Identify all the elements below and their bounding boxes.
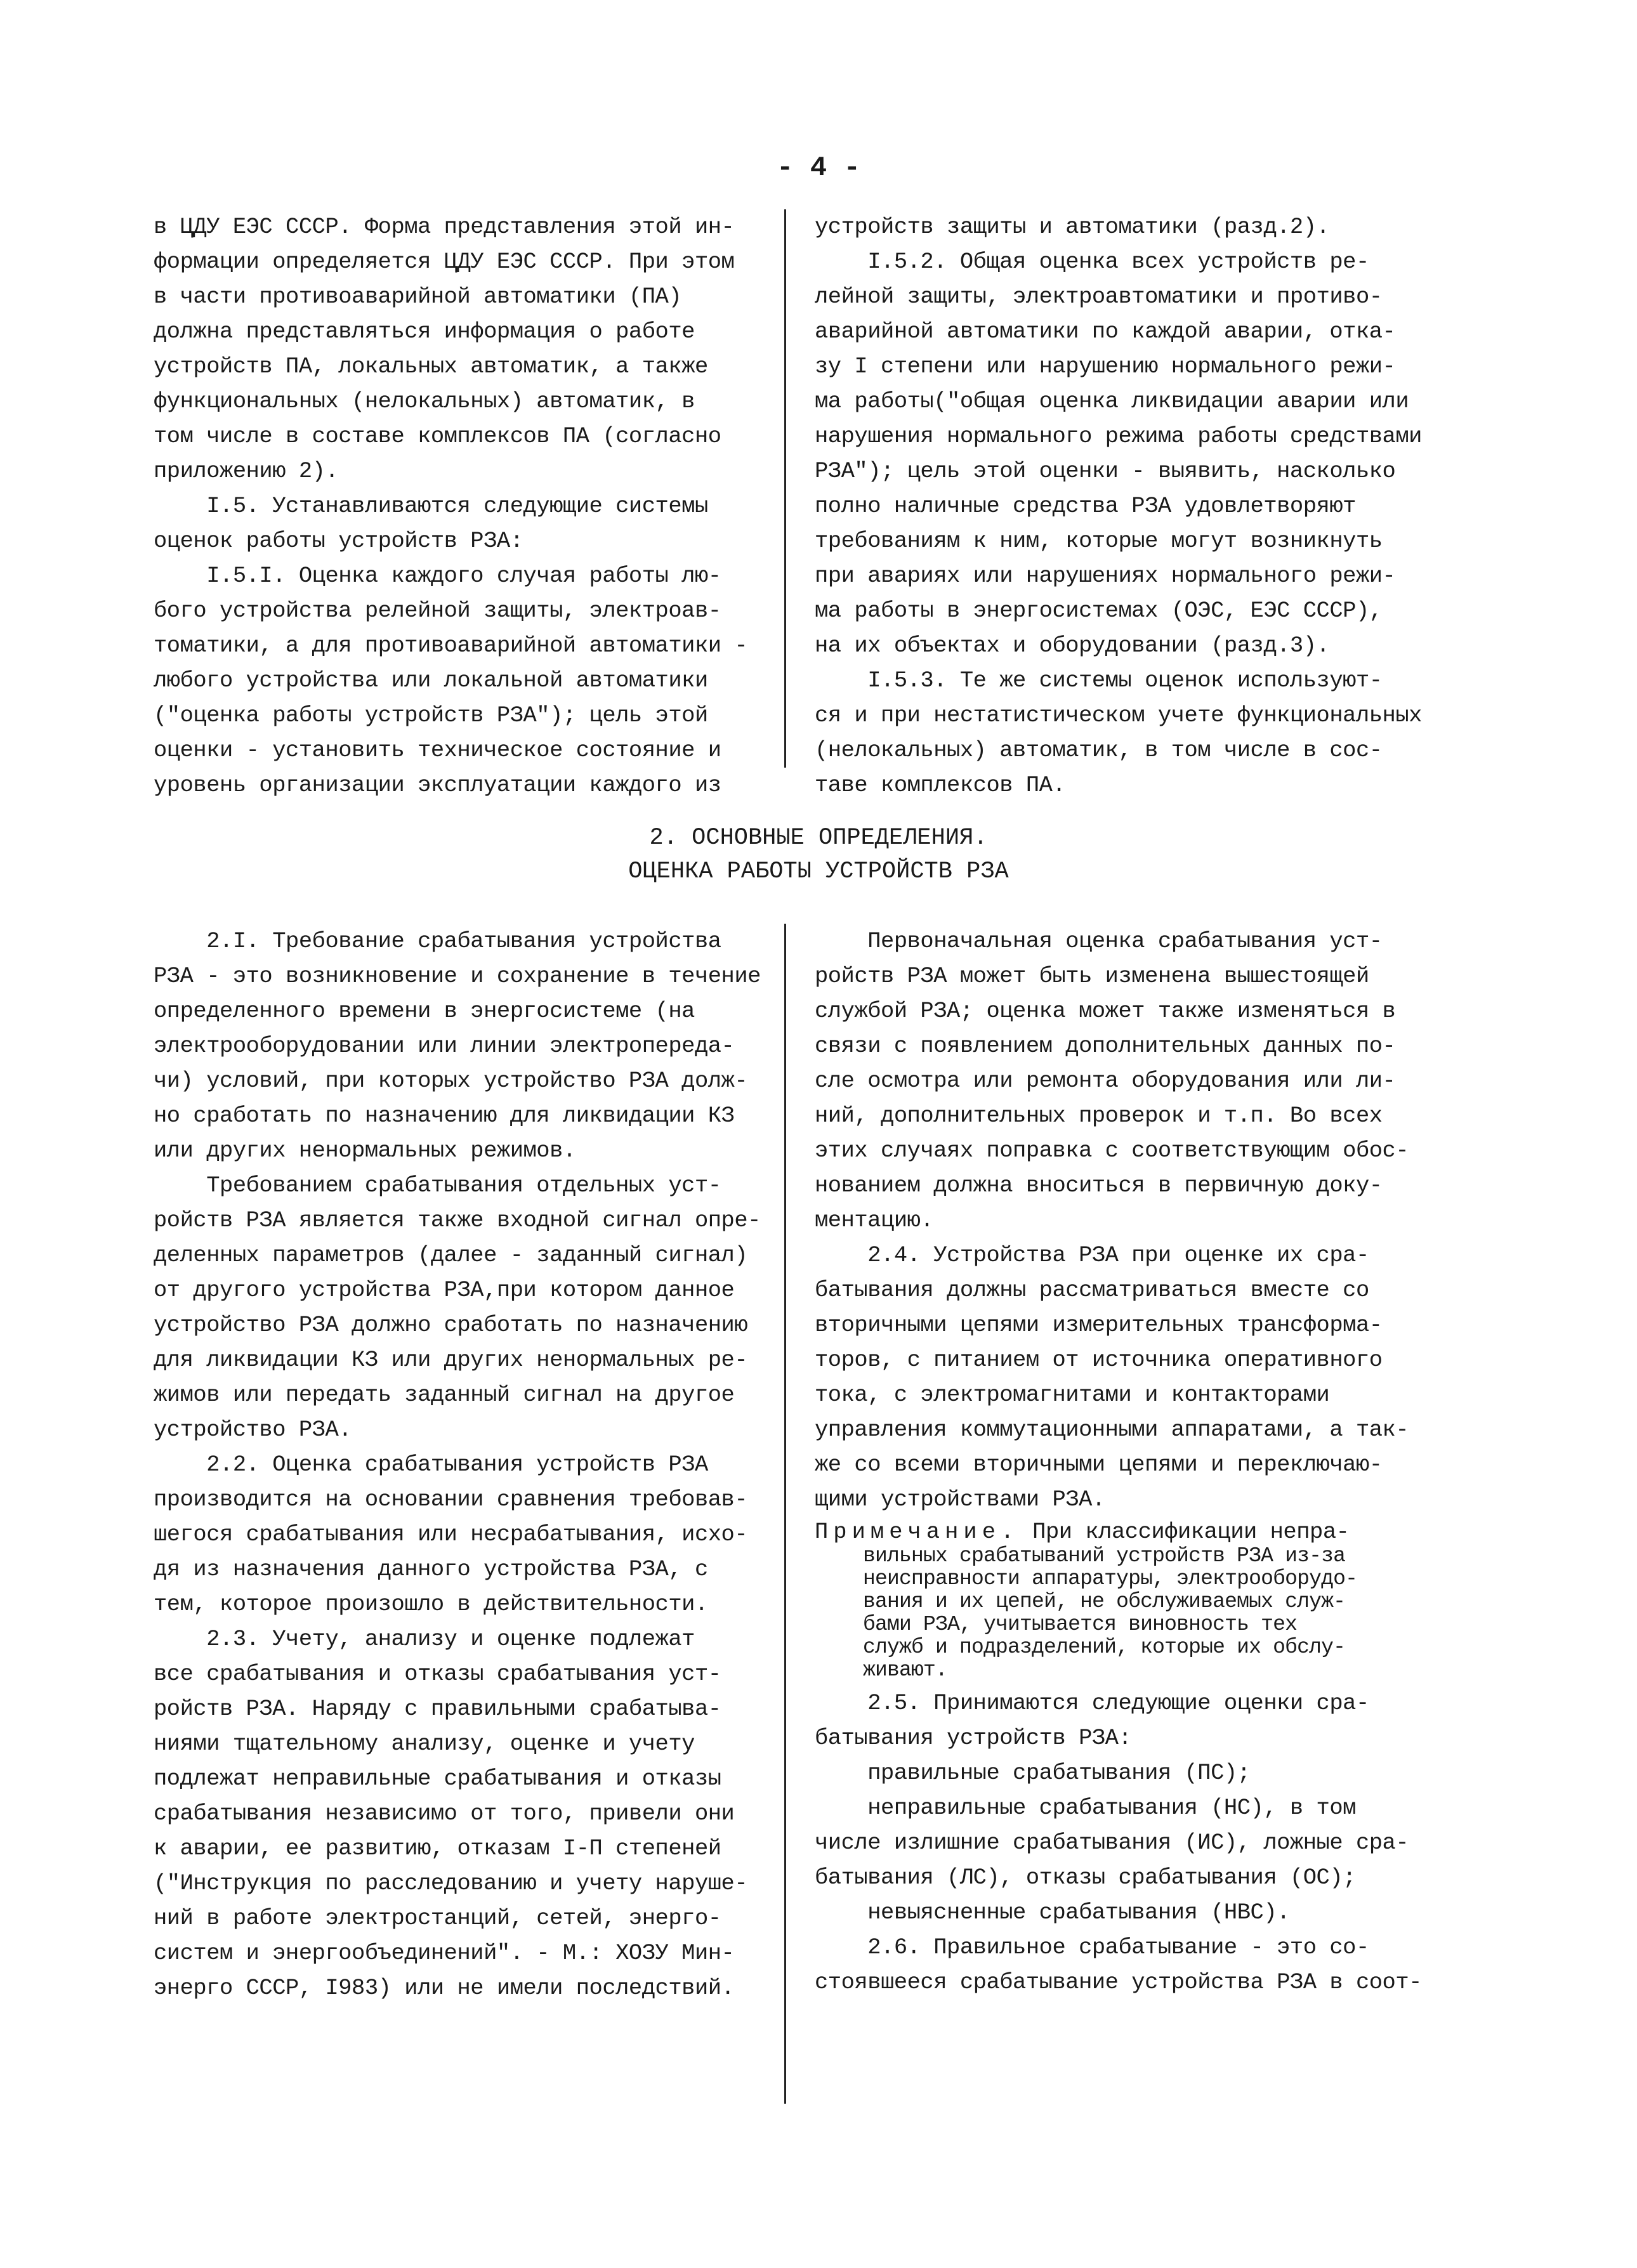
text-line: РЗА"); цель этой оценки - выявить, насколько — [815, 458, 1396, 484]
note-line: бами РЗА, учитывается виновность тех — [815, 1613, 1298, 1636]
section1-right-column — [815, 209, 1422, 803]
text-line: устройств защиты и автоматики (разд.2). — [815, 214, 1330, 240]
text-line: связи с появлением дополнительных данных по- — [815, 1033, 1396, 1059]
text-line: томатики, а для противоаварийной автоматики - — [154, 633, 748, 659]
text-line: торов, с питанием от источника оперативного — [815, 1347, 1383, 1373]
text-line: неправильные срабатывания (НС), в том — [815, 1795, 1356, 1821]
text-line: таве комплексов ПА. — [815, 772, 1066, 798]
column-divider-top — [784, 209, 786, 768]
text-line: для ликвидации КЗ или других ненормальных ре- — [154, 1347, 748, 1373]
text-line: 2.3. Учету, анализу и оценке подлежат — [154, 1626, 695, 1652]
text-line: числе излишние срабатывания (ИС), ложные сра- — [815, 1830, 1409, 1856]
text-line: от другого устройства РЗА,при котором данное — [154, 1277, 735, 1303]
text-line: аварийной автоматики по каждой аварии, отка- — [815, 318, 1396, 344]
text-line: устройство РЗА. — [154, 1417, 352, 1443]
text-line: ("Инструкция по расследованию и учету наруше- — [154, 1870, 748, 1896]
note-line: вильных срабатываний устройств РЗА из-за — [815, 1544, 1346, 1568]
text-line: нарушения нормального режима работы средствами — [815, 423, 1422, 449]
text-line: систем и энергообъединений". - М.: ХОЗУ Мин- — [154, 1940, 735, 1966]
text-line: ройств РЗА является также входной сигнал опре- — [154, 1207, 761, 1233]
text-line: определенного времени в энергосистеме (на — [154, 998, 695, 1024]
text-line: батывания (ЛС), отказы срабатывания (ОС); — [815, 1865, 1356, 1891]
note-line: неисправности аппаратуры, электрооборудо- — [815, 1567, 1358, 1590]
text-line: 2.5. Принимаются следующие оценки сра- — [815, 1690, 1369, 1716]
text-line: этих случаях поправка с соответствующим обос- — [815, 1137, 1409, 1163]
text-line: 2.2. Оценка срабатывания устройств РЗА — [154, 1452, 708, 1478]
text-line: оценок работы устройств РЗА: — [154, 528, 523, 554]
text-line: ма работы("общая оценка ликвидации аварии или — [815, 388, 1409, 414]
text-line: устройство РЗА должно сработать по назначению — [154, 1312, 748, 1338]
section2-left-column — [154, 924, 761, 2005]
text-line: I.5. Устанавливаются следующие системы — [154, 493, 708, 519]
text-line: ниями тщательному анализу, оценке и учету — [154, 1731, 695, 1757]
note-line: живают. — [815, 1658, 948, 1682]
text-line: ментацию. — [815, 1207, 934, 1233]
text-line: вторичными цепями измерительных трансформа- — [815, 1312, 1383, 1338]
text-line: ("оценка работы устройств РЗА"); цель этой — [154, 702, 708, 728]
text-line: тока, с электромагнитами и контакторами — [815, 1382, 1330, 1408]
text-line: нованием должна вноситься в первичную доку- — [815, 1172, 1383, 1198]
text-line: сле осмотра или ремонта оборудования или ли- — [815, 1068, 1396, 1094]
text-line: 2.6. Правильное срабатывание - это со- — [815, 1934, 1369, 1960]
text-line: на их объектах и оборудовании (разд.3). — [815, 633, 1330, 659]
note-first-line — [815, 1519, 1422, 1545]
text-line: требованиям к ним, которые могут возникнуть — [815, 528, 1383, 554]
text-line: же со всеми вторичными цепями и переключаю- — [815, 1452, 1383, 1478]
text-line: I.5.3. Те же системы оценок используют- — [815, 667, 1383, 693]
text-line: батывания устройств РЗА: — [815, 1725, 1132, 1751]
text-line: ся и при нестатистическом учете функциональных — [815, 702, 1422, 728]
text-line: стоявшееся срабатывание устройства РЗА в соот- — [815, 1969, 1422, 1995]
note-line: служб и подразделений, которые их обслу- — [815, 1635, 1346, 1659]
text-line: шегося срабатывания или несрабатывания, исхо- — [154, 1521, 748, 1547]
text-line: ма работы в энергосистемах (ОЭС, ЕЭС СССР), — [815, 598, 1383, 624]
note-line: вания и их цепей, не обслуживаемых служ- — [815, 1590, 1346, 1613]
section1-left-column — [154, 209, 747, 803]
text-line: 2.I. Требование срабатывания устройства — [154, 928, 721, 954]
text-line: I.5.I. Оценка каждого случая работы лю- — [154, 563, 721, 589]
text-line: лейной защиты, электроавтоматики и противо- — [815, 284, 1383, 310]
section-heading-line1: 2. ОСНОВНЫЕ ОПРЕДЕЛЕНИЯ. — [649, 825, 988, 851]
text-line: зу I степени или нарушению нормального режи- — [815, 353, 1396, 379]
text-line: Первоначальная оценка срабатывания уст- — [815, 928, 1383, 954]
text-line: формации определяется ЦДУ ЕЭС СССР. При этом — [154, 249, 735, 275]
text-line: том числе в составе комплексов ПА (согласно — [154, 423, 721, 449]
text-line: ний, дополнительных проверок и т.п. Во всех — [815, 1103, 1383, 1129]
text-line: устройств ПА, локальных автоматик, а также — [154, 353, 708, 379]
text-line: правильные срабатывания (ПС); — [815, 1760, 1251, 1786]
text-line: тем, которое произошло в действительности. — [154, 1591, 708, 1617]
text-line: РЗА - это возникновение и сохранение в течение — [154, 963, 761, 989]
text-line: электрооборудовании или линии электропереда- — [154, 1033, 735, 1059]
text-line: функциональных (нелокальных) автоматик, в — [154, 388, 695, 414]
text-line: службой РЗА; оценка может также изменяться в — [815, 998, 1396, 1024]
text-line: (нелокальных) автоматик, в том числе в сос- — [815, 737, 1383, 763]
text-line: при авариях или нарушениях нормального режи- — [815, 563, 1396, 589]
text-line: ройств РЗА может быть изменена вышестоящей — [815, 963, 1369, 989]
text-line: ройств РЗА. Наряду с правильными срабатыва- — [154, 1696, 721, 1722]
text-line: к аварии, ее развитию, отказам I-П степеней — [154, 1835, 721, 1861]
text-line: бого устройства релейной защиты, электроав- — [154, 598, 721, 624]
text-line: 2.4. Устройства РЗА при оценке их сра- — [815, 1242, 1369, 1268]
section2-right-column — [815, 924, 1422, 2000]
text-line: чи) условий, при которых устройство РЗА долж- — [154, 1068, 748, 1094]
text-line: I.5.2. Общая оценка всех устройств ре- — [815, 249, 1369, 275]
text-line: срабатывания независимо от того, привели они — [154, 1800, 735, 1826]
text-line: оценки - установить техническое состояние и — [154, 737, 721, 763]
note-first-text: При классификации непра- — [1019, 1519, 1350, 1545]
text-line: дя из назначения данного устройства РЗА, с — [154, 1556, 708, 1582]
text-line: все срабатывания и отказы срабатывания уст- — [154, 1661, 721, 1687]
text-line: невыясненные срабатывания (НВС). — [815, 1899, 1290, 1925]
text-line: или других ненормальных режимов. — [154, 1137, 576, 1163]
text-line: энерго СССР, I983) или не имели последствий. — [154, 1975, 735, 2001]
text-line: но сработать по назначению для ликвидации КЗ — [154, 1103, 735, 1129]
text-line: производится на основании сравнения требовав- — [154, 1486, 748, 1512]
text-line: уровень организации эксплуатации каждого из — [154, 772, 721, 798]
column-divider-bottom — [784, 924, 786, 2104]
text-line: ний в работе электростанций, сетей, энерго- — [154, 1905, 721, 1931]
text-line: батывания должны рассматриваться вместе со — [815, 1277, 1369, 1303]
text-line: Требованием срабатывания отдельных уст- — [154, 1172, 721, 1198]
note-block — [815, 1519, 1422, 1682]
text-line: управления коммутационными аппаратами, а так- — [815, 1417, 1409, 1443]
text-line: любого устройства или локальной автоматики — [154, 667, 708, 693]
page-number: - 4 - — [776, 152, 861, 184]
note-label: Примечание. — [815, 1519, 1020, 1545]
text-line: полно наличные средства РЗА удовлетворяют — [815, 493, 1356, 519]
text-line: подлежат неправильные срабатывания и отказы — [154, 1766, 721, 1792]
text-line: в ЦДУ ЕЭС СССР. Форма представления этой ин- — [154, 214, 735, 240]
text-line: должна представляться информация о работе — [154, 318, 695, 344]
text-line: в части противоаварийной автоматики (ПА) — [154, 284, 682, 310]
text-line: щими устройствами РЗА. — [815, 1486, 1105, 1512]
text-line: деленных параметров (далее - заданный сигнал) — [154, 1242, 748, 1268]
section-heading-line2: ОЦЕНКА РАБОТЫ УСТРОЙСТВ РЗА — [628, 858, 1009, 885]
text-line: жимов или передать заданный сигнал на другое — [154, 1382, 735, 1408]
text-line: приложению 2). — [154, 458, 339, 484]
